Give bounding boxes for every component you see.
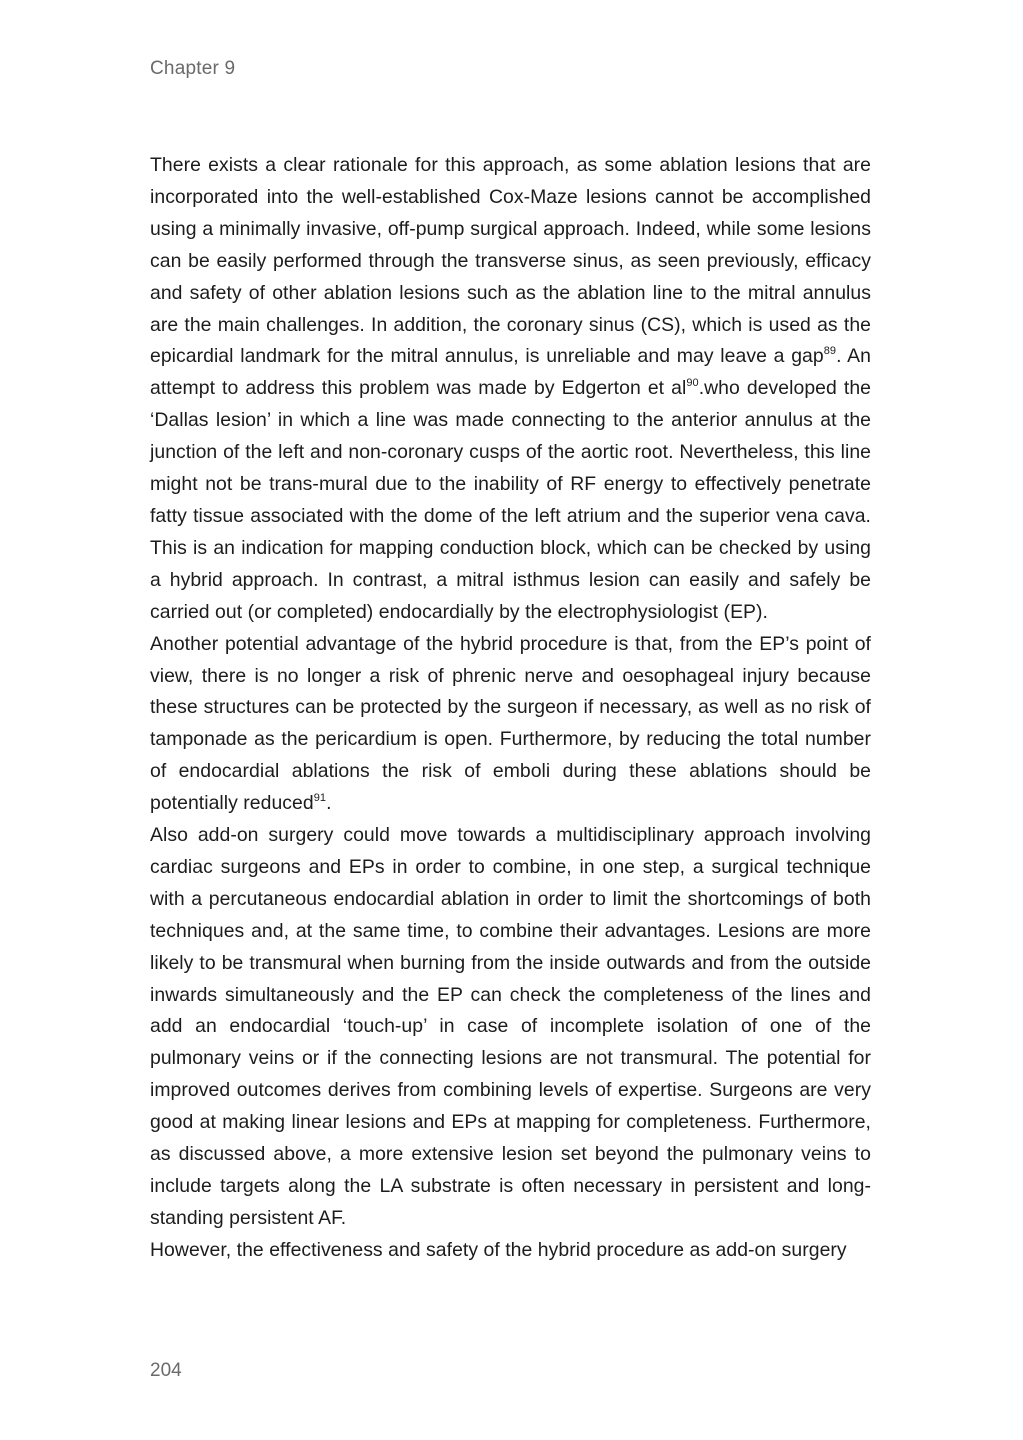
paragraph-text: .who developed the ‘Dallas lesion’ in which a line was made connecting to the anterior annulus at the junction of the left and non-coronary cusps of the aortic root. Nevertheless, this line might not be trans-mural due to the inability of RF energy to effectively penetrate fatty tissue associated with the dome of the left atrium and the superior vena cava. This is an indication for mapping conduction block, which can be checked by using a hybrid approach. In contrast, a mitral isthmus lesion can easily and safely be carried out (or completed) endocardially by the electrophysiologist (EP). — [150, 377, 871, 623]
paragraph-text: However, the effectiveness and safety of the hybrid procedure as add-on surgery — [150, 1238, 847, 1261]
paragraph-text: . An attempt to address this problem was made by Edgerton et al — [150, 345, 872, 400]
paragraph-rationale — [150, 150, 871, 629]
body-text — [150, 150, 871, 1267]
paragraph-text: . — [326, 792, 332, 815]
paragraph-multidisciplinary — [150, 820, 871, 1235]
reference-superscript: 90 — [686, 376, 699, 389]
paragraph-effectiveness — [150, 1235, 871, 1267]
running-head-chapter: Chapter 9 — [150, 58, 236, 79]
paragraph-advantage — [150, 629, 871, 820]
paragraph-text: Also add-on surgery could move towards a multidisciplinary approach involving cardiac surgeons and EPs in order to combine, in one step, a surgical technique with a percutaneous endocardial ablation in order to limit the shortcomings of both techniques and, at the same time, to combine their advantages. Lesions are more likely to be transmural when burning from the inside outwards and from the outside inwards simultaneously and the EP can check the completeness of the lines and add an endocardial ‘touch-up’ in case of incomplete isolation of one of the pulmonary veins or if the connecting lesions are not transmural. The potential for improved outcomes derives from combining levels of expertise. Surgeons are very good at making linear lesions and EPs at mapping for completeness. Furthermore, as discussed above, a more extensive lesion set beyond the pulmonary veins to include targets along the LA substrate is often necessary in persistent and long-standing persistent AF. — [150, 824, 871, 1229]
reference-superscript: 89 — [823, 344, 837, 357]
paragraph-text: Another potential advantage of the hybrid procedure is that, from the EP’s point of view, there is no longer a risk of phrenic nerve and oesophageal injury because these structures can be protected by the surgeon if necessary, as well as no risk of tamponade as the pericardium is open. Furthermore, by reducing the total number of endocardial ablations the risk of emboli during these ablations should be potentially reduced — [150, 632, 871, 815]
reference-superscript: 91 — [313, 791, 327, 804]
paragraph-text: There exists a clear rationale for this approach, as some ablation lesions that are incorporated into the well-established Cox-Maze lesions cannot be accomplished using a minimally invasive, off-pump surgical approach. Indeed, while some lesions can be easily performed through the transverse sinus, as seen previously, efficacy and safety of other ablation lesions such as the ablation line to the mitral annulus are the main challenges. In addition, the coronary sinus (CS), which is used as the epicardial landmark for the mitral annulus, is unreliable and may leave a gap — [150, 154, 871, 368]
page-number: 204 — [150, 1360, 182, 1381]
